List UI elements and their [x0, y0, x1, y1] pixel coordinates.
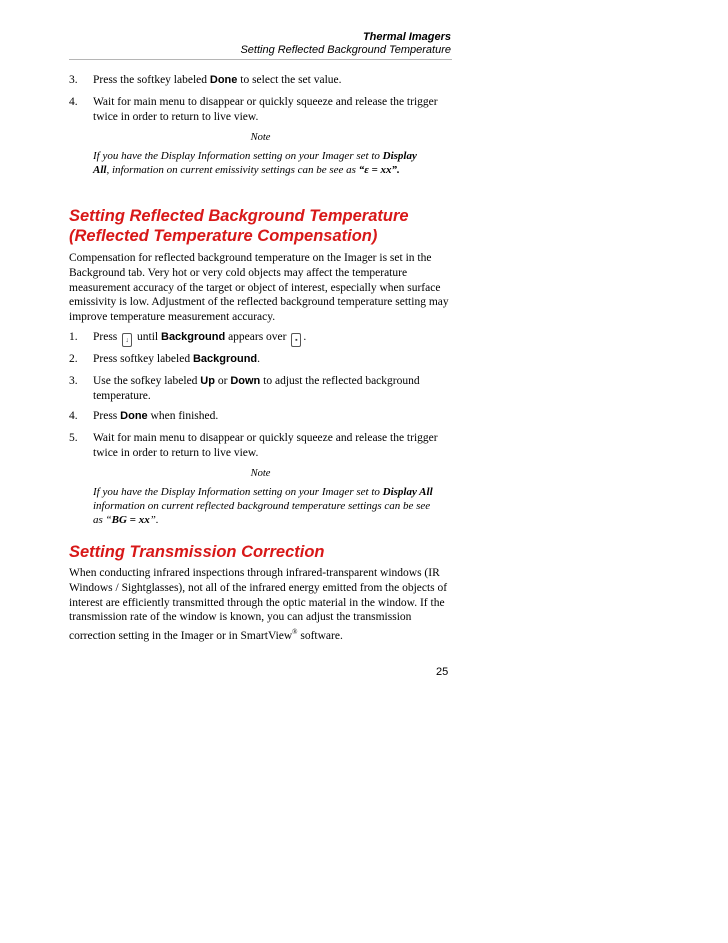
softkey-label: Done	[120, 410, 148, 422]
section-paragraph: Compensation for reflected background temperature on the Imager is set in the Background tab. Very hot or very cold objects may affect the temperature measurement accuracy of the target or object of interest, especially when surface emissivity is low. Adjustment of the reflected background temperature setting may improve temperature measurement accuracy.	[69, 252, 449, 324]
arrow-key-icon: ↓	[122, 333, 132, 347]
step-text: Wait for main menu to disappear or quickly squeeze and release the trigger twice in order to return to live view.	[93, 96, 438, 123]
note-emissivity: If you have the Display Information setting on your Imager set to Display All, information on current emissivity settings can be see as “ε = xx”.	[93, 150, 417, 176]
step-text: Use the sofkey labeled Up or Down to adjust the reflected background temperature.	[93, 375, 420, 402]
step-number: 2.	[69, 353, 78, 365]
running-header-subtitle: Setting Reflected Background Temperature	[240, 44, 451, 56]
section-heading-reflected: Setting Reflected Background Temperature (Reflected Temperature Compensation)	[69, 207, 409, 245]
step-number: 1.	[69, 331, 78, 343]
note-background: If you have the Display Information setting on your Imager set to Display All information on current reflected background temperature settings can be see as “BG = xx”.	[93, 486, 433, 526]
background-tab-icon: ▪	[291, 333, 301, 347]
softkey-label: Background	[192, 353, 258, 365]
step-text: Wait for main menu to disappear or quickly squeeze and release the trigger twice in order to return to live view.	[93, 432, 438, 459]
note-emphasis: Display All	[382, 486, 433, 498]
note-title: Note	[250, 132, 271, 143]
header-rule	[69, 59, 452, 60]
step-text: Press ↓ until Background appears over ▪ .	[93, 330, 452, 347]
note-emphasis: Display All	[93, 150, 417, 176]
running-header-title: Thermal Imagers	[362, 31, 451, 43]
background-value: BG = xx	[111, 514, 150, 526]
step-number: 3.	[69, 375, 78, 387]
softkey-label: Background	[161, 331, 226, 343]
emissivity-value: “ε = xx”.	[358, 164, 400, 176]
section-heading-transmission: Setting Transmission Correction	[69, 543, 325, 561]
note-title: Note	[250, 468, 271, 479]
softkey-label: Up	[200, 375, 215, 387]
step-number: 4.	[69, 410, 78, 422]
step-text: Press the softkey labeled Done to select the set value.	[93, 74, 342, 86]
step-text: Press Done when finished.	[93, 410, 219, 422]
softkey-label: Done	[209, 74, 238, 86]
section-paragraph: When conducting infrared inspections through infrared-transparent windows (IR Windows / Sightglasses), not all of the infrared energy emitted from the objects of interest are efficiently transmitted through the optic material in the window. If the transmission rate of the window is known, you can adjust the transmission correction setting in the Imager or in SmartView® software.	[69, 567, 448, 643]
step-number: 5.	[69, 432, 78, 444]
registered-mark: ®	[292, 628, 298, 637]
softkey-label: Down	[230, 375, 261, 387]
step-number: 4.	[69, 96, 78, 108]
page-number: 25	[436, 666, 449, 678]
step-number: 3.	[69, 74, 78, 86]
step-text: Press softkey labeled Background.	[93, 353, 261, 365]
